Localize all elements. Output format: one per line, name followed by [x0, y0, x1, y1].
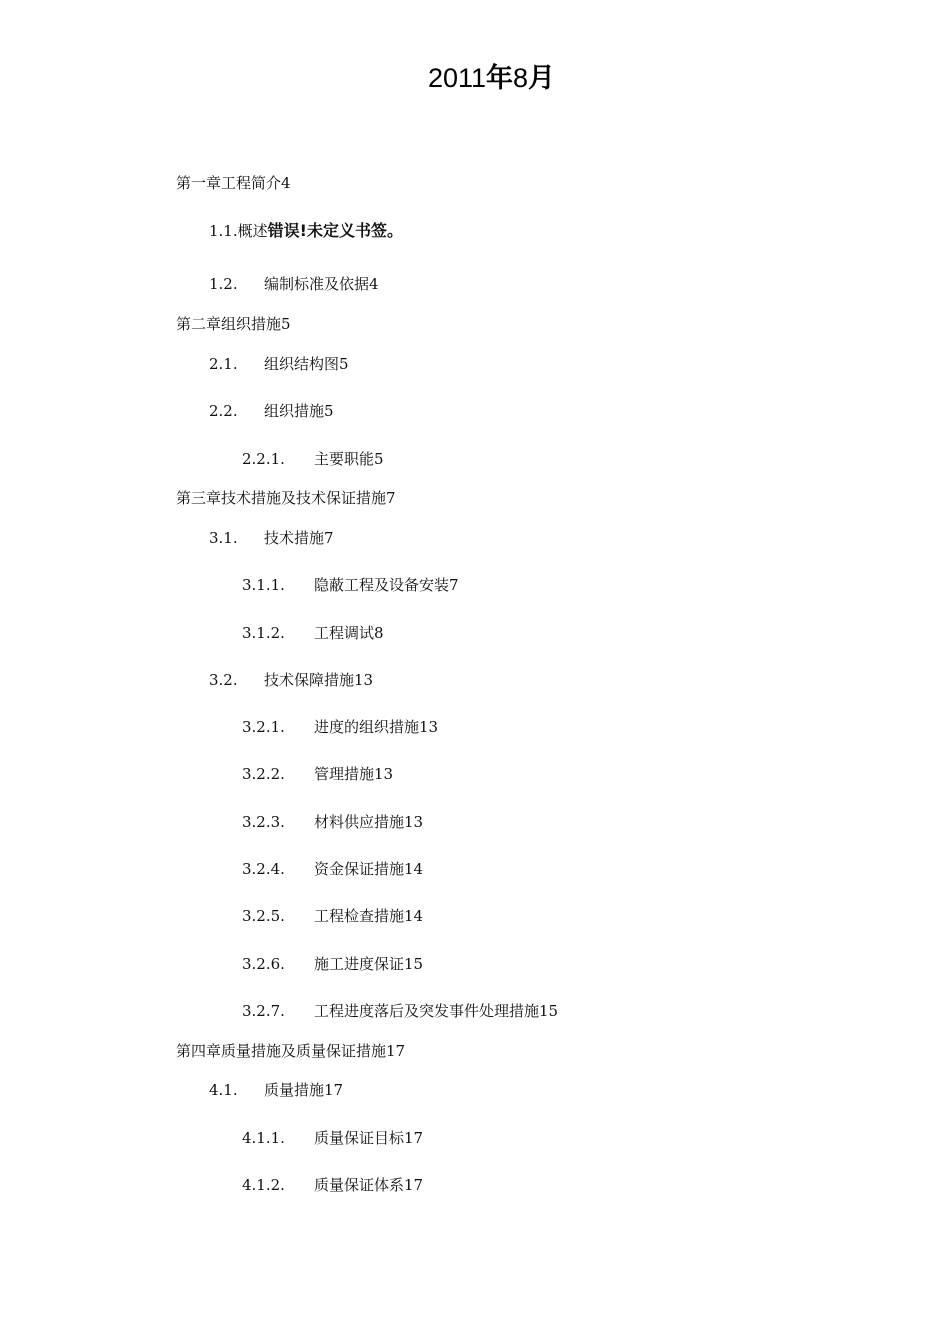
- toc-page-number: 17: [404, 1176, 424, 1194]
- toc-page-number: 15: [404, 955, 424, 973]
- toc-page-number: 13: [404, 813, 424, 831]
- title-month-char: 月: [528, 63, 556, 93]
- toc-page-number: 5: [324, 402, 334, 420]
- toc-number: 3.1.1.: [242, 576, 285, 594]
- toc-number: 2.2.: [209, 402, 238, 420]
- toc-page-number: 13: [374, 765, 394, 783]
- toc-section-3-2-3[interactable]: [242, 812, 423, 832]
- toc-label: 工程进度落后及突发事件处理措施: [314, 1002, 540, 1020]
- toc-section-4-1-1[interactable]: [242, 1128, 423, 1148]
- toc-section-1-2[interactable]: [209, 274, 379, 294]
- toc-page-number: 17: [386, 1042, 406, 1060]
- toc-number: 3.2.3.: [242, 813, 285, 831]
- toc-number: 3.2.: [209, 671, 238, 689]
- toc-section-3-2-7[interactable]: [242, 1001, 558, 1021]
- toc-number: 3.1.: [209, 529, 238, 547]
- toc-label: 材料供应措施: [314, 813, 405, 831]
- toc-chapter-3[interactable]: [176, 488, 396, 508]
- toc-page-number: 14: [404, 907, 424, 925]
- toc-chapter-2[interactable]: [176, 314, 291, 334]
- toc-section-2-1[interactable]: [209, 354, 349, 374]
- toc-page-number: 14: [404, 860, 424, 878]
- title-year-char: 年: [486, 63, 514, 93]
- toc-number: 3.2.1.: [242, 718, 285, 736]
- toc-section-3-2[interactable]: [209, 670, 373, 690]
- toc-number: 1.2.: [209, 275, 238, 293]
- toc-section-3-2-5[interactable]: [242, 906, 423, 926]
- toc-page-number: 5: [339, 355, 349, 373]
- title-month: 8: [513, 63, 529, 93]
- toc-number: 4.1.1.: [242, 1129, 285, 1147]
- toc-section-1-1[interactable]: [209, 221, 403, 241]
- toc-label: 质量保证目标: [314, 1129, 405, 1147]
- toc-number: 2.1.: [209, 355, 238, 373]
- toc-label: 进度的组织措施: [314, 718, 420, 736]
- toc-label: 管理措施: [314, 765, 375, 783]
- toc-number: 1.1.: [209, 222, 238, 240]
- toc-section-3-2-4[interactable]: [242, 859, 423, 879]
- toc-page-number: 4: [281, 174, 291, 192]
- toc-label: 第四章质量措施及质量保证措施: [176, 1042, 387, 1060]
- toc-section-3-1-1[interactable]: [242, 575, 459, 595]
- toc-number: 2.2.1.: [242, 450, 285, 468]
- toc-label: 质量措施: [264, 1081, 325, 1099]
- toc-label: 主要职能: [314, 450, 375, 468]
- toc-chapter-1[interactable]: [176, 173, 291, 193]
- toc-page-number: 17: [404, 1129, 424, 1147]
- toc-section-2-2-1[interactable]: [242, 449, 384, 469]
- toc-number: 3.2.5.: [242, 907, 285, 925]
- toc-chapter-4[interactable]: [176, 1041, 405, 1061]
- toc-number: 3.2.2.: [242, 765, 285, 783]
- toc-label: 编制标准及依据: [264, 275, 370, 293]
- toc-label: 组织结构图: [264, 355, 340, 373]
- toc-label: 工程调试: [314, 624, 375, 642]
- toc-label: 施工进度保证: [314, 955, 405, 973]
- toc-page-number: 15: [539, 1002, 559, 1020]
- toc-label: 组织措施: [264, 402, 325, 420]
- toc-number: 3.2.4.: [242, 860, 285, 878]
- toc-label: 第三章技术措施及技术保证措施: [176, 489, 387, 507]
- toc-number: 4.1.: [209, 1081, 238, 1099]
- toc-bookmark-error: 错误!未定义书签。: [267, 221, 403, 240]
- toc-page-number: 13: [354, 671, 374, 689]
- toc-section-3-1[interactable]: [209, 528, 334, 548]
- toc-label: 技术措施: [264, 529, 325, 547]
- toc-label: 资金保证措施: [314, 860, 405, 878]
- toc-page-number: 4: [369, 275, 379, 293]
- toc-section-4-1[interactable]: [209, 1080, 343, 1100]
- toc-section-4-1-2[interactable]: [242, 1175, 423, 1195]
- toc-label: 技术保障措施: [264, 671, 355, 689]
- toc-page-number: 8: [374, 624, 384, 642]
- toc-label: 第一章工程简介: [176, 174, 282, 192]
- toc-label: 工程检查措施: [314, 907, 405, 925]
- toc-section-3-1-2[interactable]: [242, 623, 384, 643]
- toc-section-3-2-6[interactable]: [242, 954, 423, 974]
- toc-page-number: 13: [419, 718, 439, 736]
- title-year: 2011: [427, 63, 487, 93]
- toc-number: 3.1.2.: [242, 624, 285, 642]
- toc-label: 第二章组织措施: [176, 315, 282, 333]
- toc-section-2-2[interactable]: [209, 401, 334, 421]
- toc-section-3-2-1[interactable]: [242, 717, 438, 737]
- toc-number: 3.2.6.: [242, 955, 285, 973]
- toc-page-number: 17: [324, 1081, 344, 1099]
- toc-label: 质量保证体系: [314, 1176, 405, 1194]
- toc-page-number: 7: [449, 576, 459, 594]
- toc-page-number: 5: [374, 450, 384, 468]
- toc-label: 隐蔽工程及设备安装: [314, 576, 450, 594]
- toc-number: 3.2.7.: [242, 1002, 285, 1020]
- toc-page-number: 7: [324, 529, 334, 547]
- toc-page-number: 7: [386, 489, 396, 507]
- toc-section-3-2-2[interactable]: [242, 764, 393, 784]
- toc-page-number: 5: [281, 315, 291, 333]
- toc-number: 4.1.2.: [242, 1176, 285, 1194]
- toc-label: 概述: [237, 222, 268, 240]
